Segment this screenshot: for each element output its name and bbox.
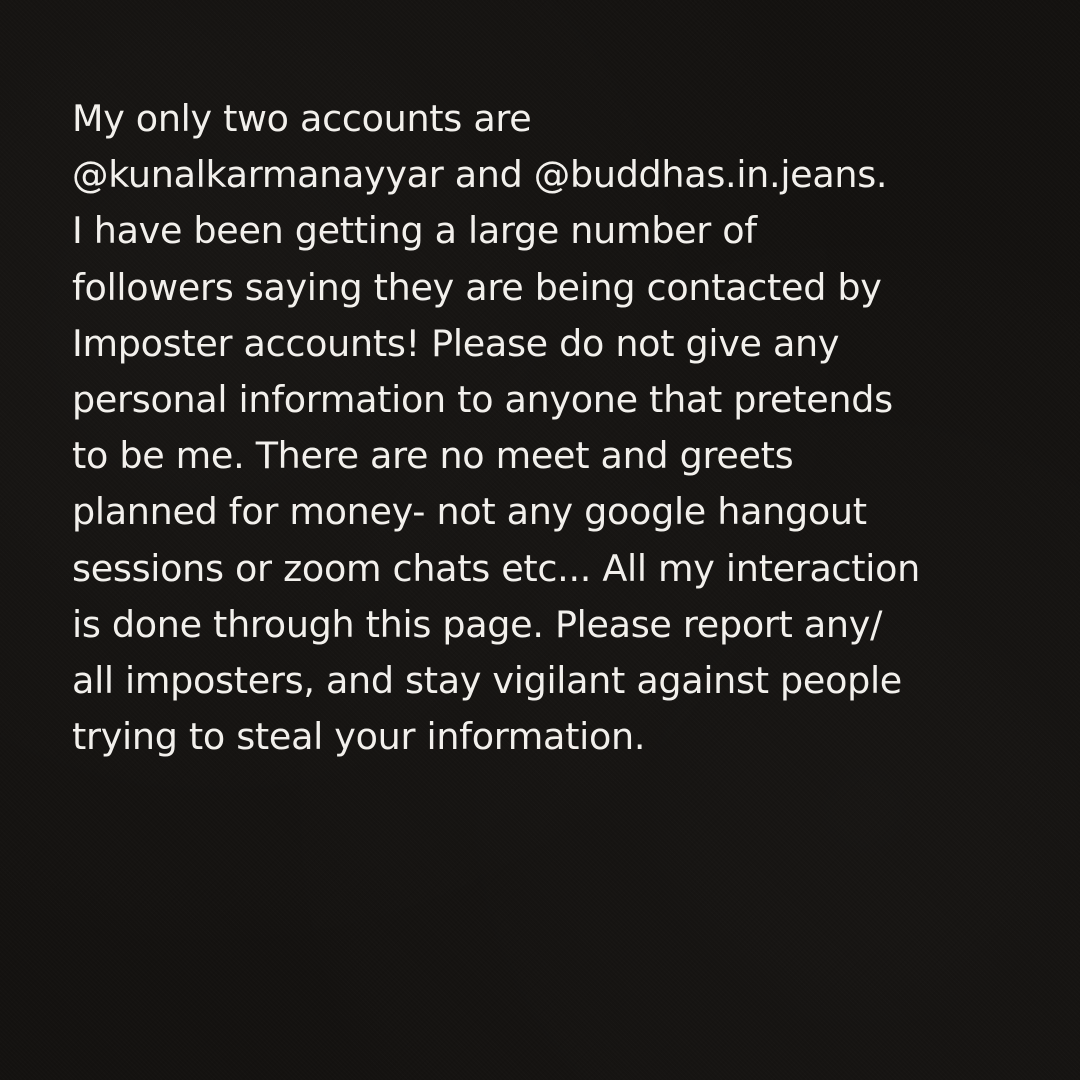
notice-line: sessions or zoom chats etc... All my interaction: [72, 546, 921, 590]
notice-line: Imposter accounts! Please do not give any: [72, 321, 840, 365]
notice-line: personal information to anyone that pretends: [72, 378, 893, 422]
notice-line: all imposters, and stay vigilant against people: [72, 659, 902, 703]
notice-text: [72, 91, 1032, 765]
notice-line: I have been getting a large number of: [72, 209, 757, 253]
notice-line: My only two accounts are: [72, 97, 532, 140]
notice-line: is done through this page. Please report any/: [72, 602, 883, 646]
notice-line: to be me. There are no meet and greets: [72, 434, 794, 478]
notice-line: trying to steal your information.: [72, 715, 646, 759]
notice-line: followers saying they are being contacted by: [72, 265, 882, 309]
notice-line: @kunalkarmanayyar and @buddhas.in.jeans.: [72, 153, 888, 197]
notice-line: planned for money- not any google hangout: [72, 490, 867, 534]
